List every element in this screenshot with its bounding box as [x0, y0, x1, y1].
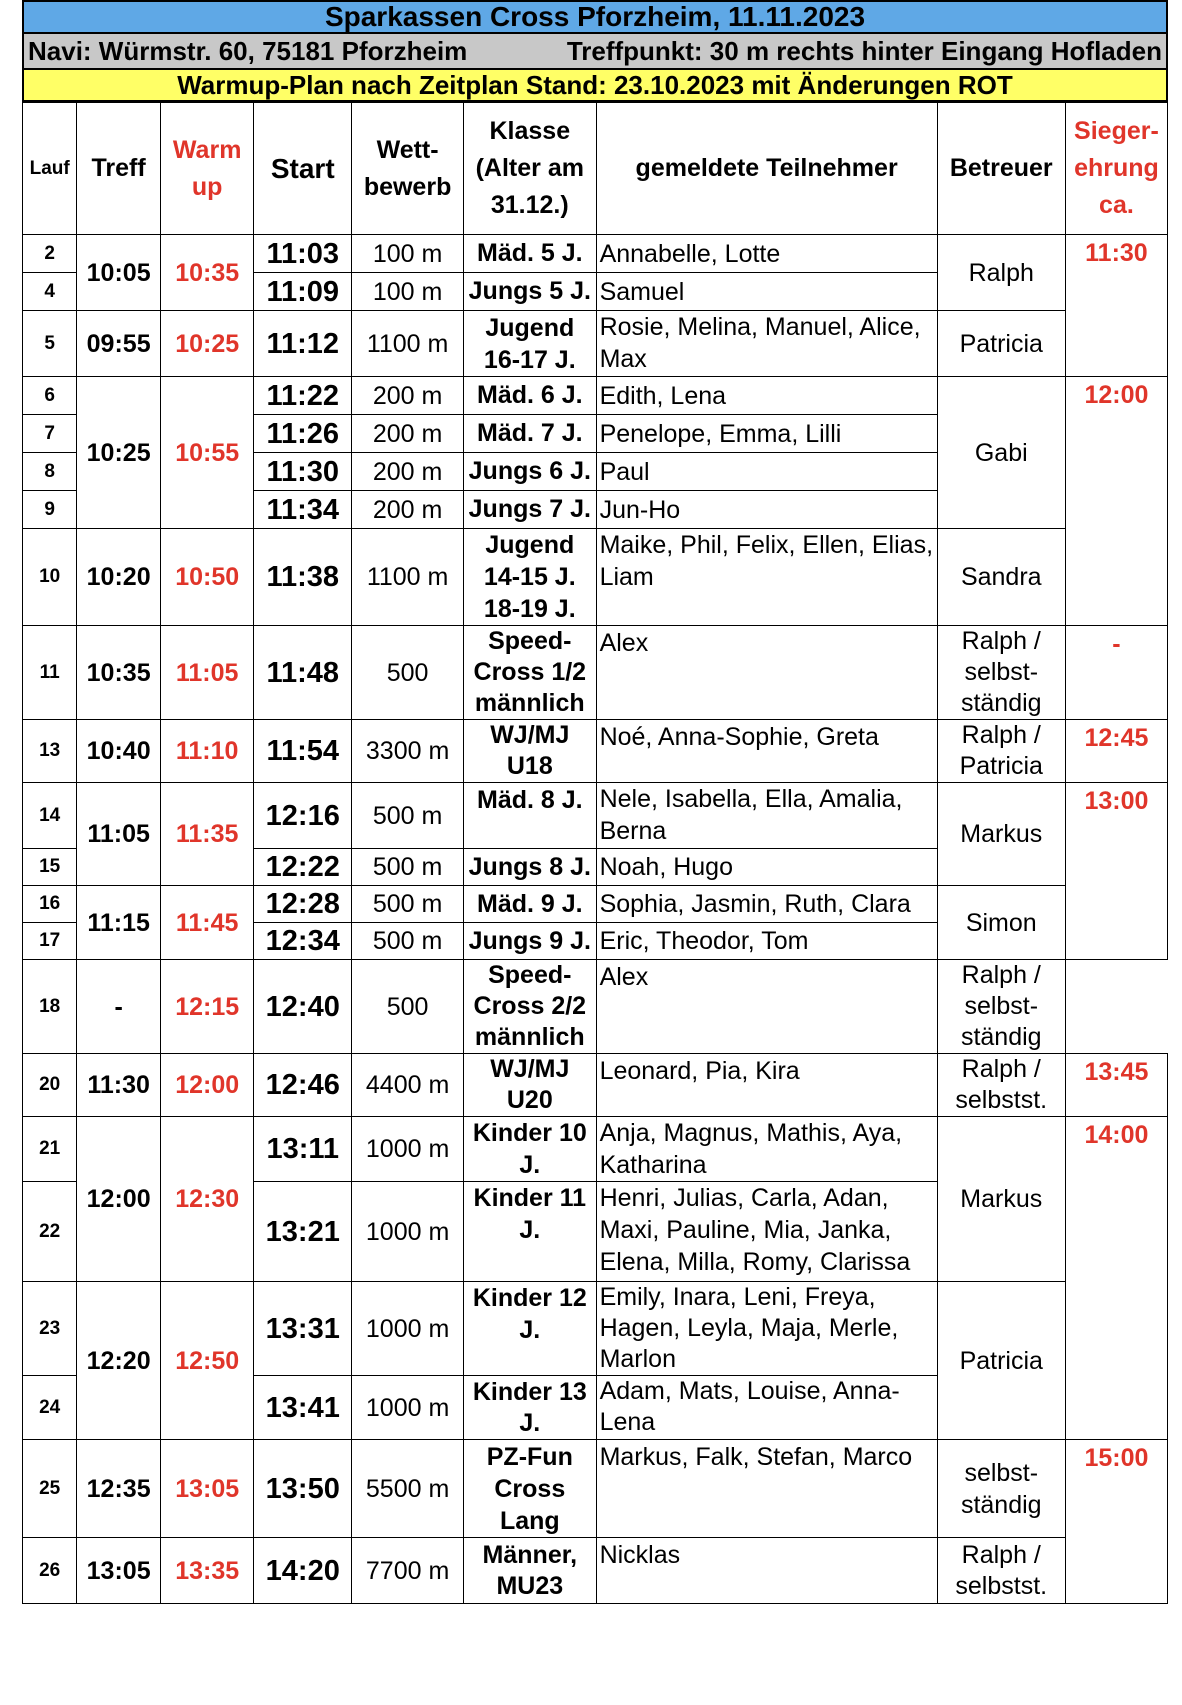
lauf-cell: 24 [23, 1376, 77, 1440]
treff-cell: 09:55 [77, 311, 161, 377]
warmup-cell: 10:50 [160, 529, 253, 626]
betreuer-cell: Simon [937, 886, 1065, 960]
klasse-cell: Kinder 13 J. [464, 1376, 597, 1440]
start-cell: 11:26 [254, 415, 352, 453]
klasse-cell: Kinder 11 J. [464, 1182, 597, 1282]
table-row [23, 783, 1168, 849]
teilnehmer-cell: Markus, Falk, Stefan, Marco [596, 1440, 937, 1538]
warmup-cell: 10:35 [160, 235, 253, 311]
klasse-cell: Mäd. 9 J. [464, 886, 597, 923]
treff-cell: 12:35 [77, 1440, 161, 1538]
teilnehmer-cell: Penelope, Emma, Lilli [596, 415, 937, 453]
lauf-cell: 17 [23, 923, 77, 960]
betreuer-cell: Patricia [937, 1282, 1065, 1440]
col-teilnehmer: gemeldete Teilnehmer [596, 103, 937, 235]
klasse-cell: Mäd. 8 J. [464, 783, 597, 849]
lauf-cell: 26 [23, 1538, 77, 1604]
table-row [23, 311, 1168, 377]
col-klasse: Klasse (Alter am 31.12.) [464, 103, 597, 235]
teilnehmer-cell: Maike, Phil, Felix, Ellen, Elias, Liam [596, 529, 937, 626]
klasse-cell: Jungs 8 J. [464, 849, 597, 886]
klasse-cell: Mäd. 7 J. [464, 415, 597, 453]
start-cell: 12:40 [254, 960, 352, 1054]
col-wettbewerb: Wett- bewerb [352, 103, 464, 235]
lauf-cell: 4 [23, 273, 77, 311]
warmup-cell: 11:35 [160, 783, 253, 886]
warmup-cell: 12:50 [160, 1282, 253, 1440]
wettbewerb-cell: 100 m [352, 273, 464, 311]
table-row [23, 626, 1168, 720]
warmup-sheet [22, 0, 1168, 1604]
betreuer-cell: Gabi [937, 377, 1065, 529]
siegerehrung-cell: - [1065, 626, 1167, 720]
start-cell: 13:50 [254, 1440, 352, 1538]
lauf-cell: 25 [23, 1440, 77, 1538]
siegerehrung-cell: 12:45 [1065, 720, 1167, 783]
wettbewerb-cell: 4400 m [352, 1054, 464, 1117]
teilnehmer-cell: Henri, Julias, Carla, Adan, Maxi, Pauline, Mia, Janka, Elena, Milla, Romy, Clarissa [596, 1182, 937, 1282]
table-row [23, 377, 1168, 415]
klasse-cell: Speed-Cross 1/2 männlich [464, 626, 597, 720]
treff-cell: 10:35 [77, 626, 161, 720]
wettbewerb-cell: 1000 m [352, 1282, 464, 1376]
start-cell: 11:22 [254, 377, 352, 415]
wettbewerb-cell: 1000 m [352, 1117, 464, 1182]
start-cell: 13:21 [254, 1182, 352, 1282]
page-title: Sparkassen Cross Pforzheim, 11.11.2023 [22, 0, 1168, 34]
treff-cell: 12:20 [77, 1282, 161, 1440]
lauf-cell: 8 [23, 453, 77, 491]
betreuer-cell: Patricia [937, 311, 1065, 377]
lauf-cell: 16 [23, 886, 77, 923]
start-cell: 12:16 [254, 783, 352, 849]
col-betreuer: Betreuer [937, 103, 1065, 235]
table-row [23, 1440, 1168, 1538]
wettbewerb-cell: 1000 m [352, 1376, 464, 1440]
table-row [23, 235, 1168, 273]
wettbewerb-cell: 500 m [352, 886, 464, 923]
klasse-cell: Mäd. 6 J. [464, 377, 597, 415]
klasse-cell: Speed-Cross 2/2 männlich [464, 960, 597, 1054]
wettbewerb-cell: 200 m [352, 377, 464, 415]
betreuer-cell: Ralph / Patricia [937, 720, 1065, 783]
wettbewerb-cell: 200 m [352, 491, 464, 529]
col-siegerehrung: Sieger- ehrung ca. [1065, 103, 1167, 235]
teilnehmer-cell: Anja, Magnus, Mathis, Aya, Katharina [596, 1117, 937, 1182]
col-treff: Treff [77, 103, 161, 235]
betreuer-cell: selbst-ständig [937, 1440, 1065, 1538]
col-warmup: Warm up [160, 103, 253, 235]
wettbewerb-cell: 500 m [352, 923, 464, 960]
treff-cell: 11:30 [77, 1054, 161, 1117]
plan-banner: Warmup-Plan nach Zeitplan Stand: 23.10.2023 mit Änderungen ROT [22, 70, 1168, 102]
start-cell: 11:48 [254, 626, 352, 720]
start-cell: 14:20 [254, 1538, 352, 1604]
start-cell: 11:09 [254, 273, 352, 311]
table-row [23, 529, 1168, 626]
treff-cell: 12:00 [77, 1117, 161, 1282]
lauf-cell: 9 [23, 491, 77, 529]
warmup-cell: 12:15 [160, 960, 253, 1054]
warmup-cell: 10:25 [160, 311, 253, 377]
table-row [23, 1282, 1168, 1376]
teilnehmer-cell: Annabelle, Lotte [596, 235, 937, 273]
teilnehmer-cell: Paul [596, 453, 937, 491]
start-cell: 13:11 [254, 1117, 352, 1182]
lauf-cell: 15 [23, 849, 77, 886]
table-row [23, 1054, 1168, 1117]
betreuer-cell: Ralph / selbstst. [937, 1054, 1065, 1117]
lauf-cell: 13 [23, 720, 77, 783]
warmup-cell: 12:30 [160, 1117, 253, 1282]
treff-cell: - [77, 960, 161, 1054]
lauf-cell: 7 [23, 415, 77, 453]
warmup-cell: 12:00 [160, 1054, 253, 1117]
table-row [23, 1538, 1168, 1604]
start-cell: 12:28 [254, 886, 352, 923]
start-cell: 13:41 [254, 1376, 352, 1440]
start-cell: 11:03 [254, 235, 352, 273]
betreuer-cell: Sandra [937, 529, 1065, 626]
lauf-cell: 22 [23, 1182, 77, 1282]
wettbewerb-cell: 1100 m [352, 311, 464, 377]
teilnehmer-cell: Eric, Theodor, Tom [596, 923, 937, 960]
treff-cell: 11:15 [77, 886, 161, 960]
treff-cell: 10:40 [77, 720, 161, 783]
teilnehmer-cell: Jun-Ho [596, 491, 937, 529]
col-start: Start [254, 103, 352, 235]
klasse-cell: Mäd. 5 J. [464, 235, 597, 273]
table-row [23, 960, 1168, 1054]
wettbewerb-cell: 5500 m [352, 1440, 464, 1538]
lauf-cell: 5 [23, 311, 77, 377]
siegerehrung-cell: 14:00 [1065, 1117, 1167, 1440]
treff-cell: 10:20 [77, 529, 161, 626]
klasse-cell: Jugend 16-17 J. [464, 311, 597, 377]
lauf-cell: 11 [23, 626, 77, 720]
teilnehmer-cell: Alex [596, 960, 937, 1054]
lauf-cell: 6 [23, 377, 77, 415]
treff-cell: 13:05 [77, 1538, 161, 1604]
start-cell: 11:54 [254, 720, 352, 783]
lauf-cell: 18 [23, 960, 77, 1054]
treff-cell: 10:05 [77, 235, 161, 311]
table-row [23, 720, 1168, 783]
table-row [23, 886, 1168, 923]
treff-cell: 11:05 [77, 783, 161, 886]
start-cell: 11:38 [254, 529, 352, 626]
wettbewerb-cell: 100 m [352, 235, 464, 273]
start-cell: 11:30 [254, 453, 352, 491]
start-cell: 12:22 [254, 849, 352, 886]
lauf-cell: 23 [23, 1282, 77, 1376]
meeting-point: Treffpunkt: 30 m rechts hinter Eingang Hofladen [566, 36, 1162, 66]
start-cell: 11:12 [254, 311, 352, 377]
betreuer-cell: Ralph / selbstst. [937, 1538, 1065, 1604]
lauf-cell: 20 [23, 1054, 77, 1117]
siegerehrung-cell: 13:45 [1065, 1054, 1167, 1117]
navi-address: Navi: Würmstr. 60, 75181 Pforzheim [28, 36, 468, 66]
betreuer-cell: Markus [937, 1117, 1065, 1282]
klasse-cell: PZ-Fun Cross Lang [464, 1440, 597, 1538]
teilnehmer-cell: Adam, Mats, Louise, Anna-Lena [596, 1376, 937, 1440]
klasse-cell: WJ/MJ U20 [464, 1054, 597, 1117]
klasse-cell: Jungs 5 J. [464, 273, 597, 311]
wettbewerb-cell: 500 [352, 960, 464, 1054]
teilnehmer-cell: Alex [596, 626, 937, 720]
treff-cell: 10:25 [77, 377, 161, 529]
betreuer-cell: Markus [937, 783, 1065, 886]
schedule-table [22, 102, 1168, 1604]
siegerehrung-cell: 15:00 [1065, 1440, 1167, 1604]
wettbewerb-cell: 200 m [352, 415, 464, 453]
teilnehmer-cell: Rosie, Melina, Manuel, Alice, Max [596, 311, 937, 377]
teilnehmer-cell: Emily, Inara, Leni, Freya, Hagen, Leyla, Maja, Merle, Marlon [596, 1282, 937, 1376]
start-cell: 12:34 [254, 923, 352, 960]
teilnehmer-cell: Nicklas [596, 1538, 937, 1604]
lauf-cell: 2 [23, 235, 77, 273]
betreuer-cell: Ralph / selbst-ständig [937, 626, 1065, 720]
klasse-cell: Kinder 10 J. [464, 1117, 597, 1182]
klasse-cell: Jugend 14-15 J. 18-19 J. [464, 529, 597, 626]
header-row [23, 103, 1168, 235]
siegerehrung-cell: 13:00 [1065, 783, 1167, 960]
klasse-cell: Jungs 9 J. [464, 923, 597, 960]
wettbewerb-cell: 500 m [352, 783, 464, 849]
teilnehmer-cell: Edith, Lena [596, 377, 937, 415]
lauf-cell: 21 [23, 1117, 77, 1182]
teilnehmer-cell: Leonard, Pia, Kira [596, 1054, 937, 1117]
wettbewerb-cell: 1100 m [352, 529, 464, 626]
wettbewerb-cell: 7700 m [352, 1538, 464, 1604]
info-bar [22, 34, 1168, 70]
klasse-cell: WJ/MJ U18 [464, 720, 597, 783]
warmup-cell: 11:05 [160, 626, 253, 720]
betreuer-cell: Ralph / selbst-ständig [937, 960, 1065, 1054]
klasse-cell: Jungs 6 J. [464, 453, 597, 491]
teilnehmer-cell: Noah, Hugo [596, 849, 937, 886]
warmup-cell: 11:10 [160, 720, 253, 783]
klasse-cell: Jungs 7 J. [464, 491, 597, 529]
klasse-cell: Männer, MU23 [464, 1538, 597, 1604]
wettbewerb-cell: 200 m [352, 453, 464, 491]
wettbewerb-cell: 500 [352, 626, 464, 720]
warmup-cell: 10:55 [160, 377, 253, 529]
teilnehmer-cell: Noé, Anna-Sophie, Greta [596, 720, 937, 783]
siegerehrung-cell: 11:30 [1065, 235, 1167, 377]
wettbewerb-cell: 3300 m [352, 720, 464, 783]
teilnehmer-cell: Sophia, Jasmin, Ruth, Clara [596, 886, 937, 923]
wettbewerb-cell: 500 m [352, 849, 464, 886]
start-cell: 13:31 [254, 1282, 352, 1376]
siegerehrung-cell: 12:00 [1065, 377, 1167, 626]
teilnehmer-cell: Samuel [596, 273, 937, 311]
warmup-cell: 13:35 [160, 1538, 253, 1604]
betreuer-cell: Ralph [937, 235, 1065, 311]
start-cell: 11:34 [254, 491, 352, 529]
warmup-cell: 13:05 [160, 1440, 253, 1538]
col-lauf: Lauf [23, 103, 77, 235]
table-row [23, 1117, 1168, 1182]
start-cell: 12:46 [254, 1054, 352, 1117]
lauf-cell: 10 [23, 529, 77, 626]
lauf-cell: 14 [23, 783, 77, 849]
wettbewerb-cell: 1000 m [352, 1182, 464, 1282]
warmup-cell: 11:45 [160, 886, 253, 960]
klasse-cell: Kinder 12 J. [464, 1282, 597, 1376]
teilnehmer-cell: Nele, Isabella, Ella, Amalia, Berna [596, 783, 937, 849]
